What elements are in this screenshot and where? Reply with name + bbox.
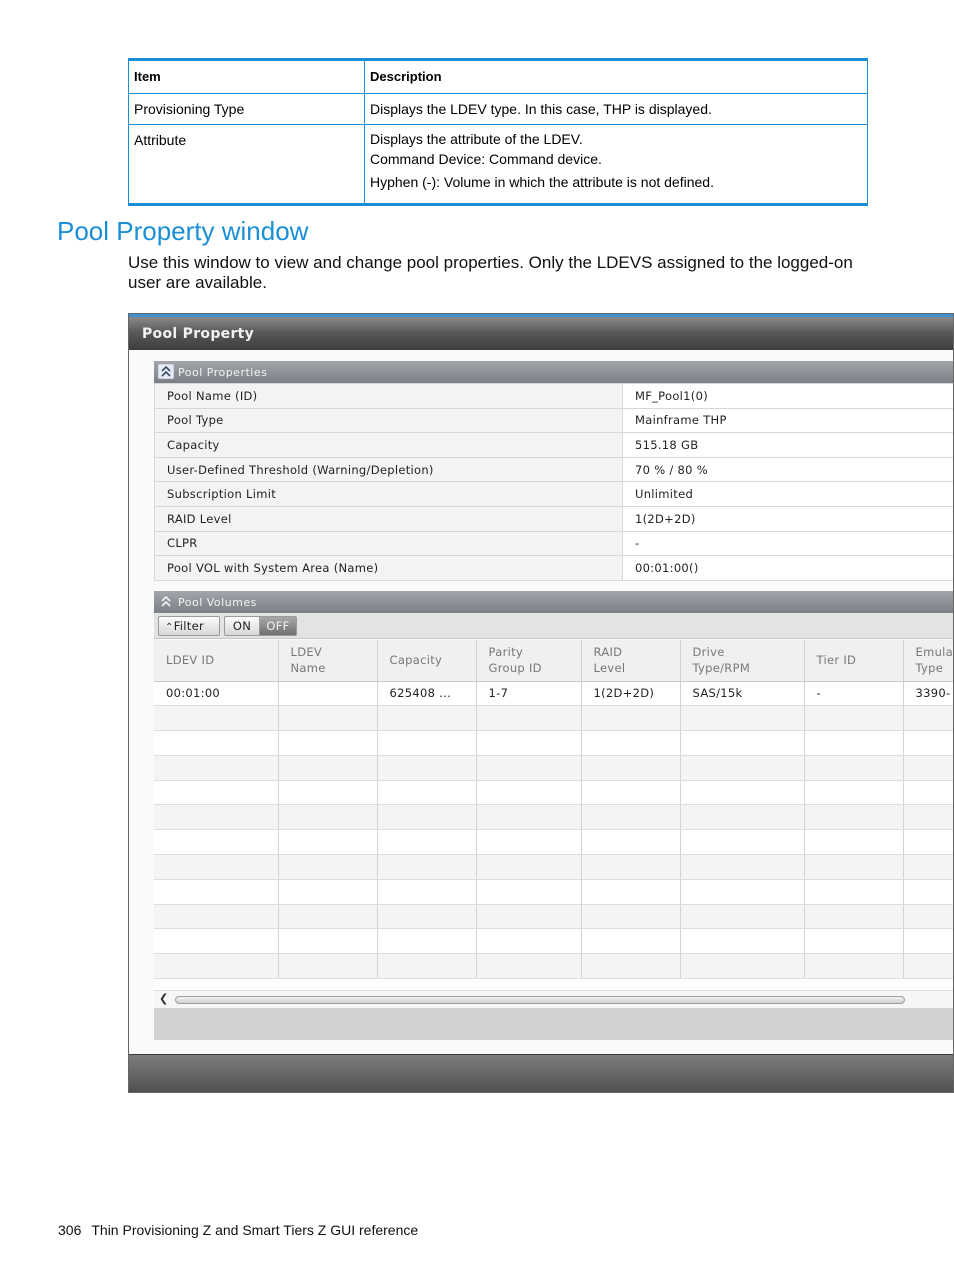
property-row [155, 408, 954, 433]
description-line: Command Device: Command device. [370, 151, 602, 167]
description-cell [365, 125, 868, 205]
table-row [154, 731, 954, 756]
grid-cell [680, 904, 804, 929]
grid-cell [154, 929, 278, 954]
table-row [154, 855, 954, 880]
grid-cell [903, 954, 954, 979]
property-row [155, 433, 954, 458]
grid-cell [278, 706, 377, 731]
grid-cell [581, 755, 680, 780]
grid-cell [476, 855, 581, 880]
column-header-label: Drive [692, 645, 725, 660]
grid-cell [903, 855, 954, 880]
grid-cell [680, 954, 804, 979]
property-value: 515.18 GB [623, 433, 954, 458]
grid-cell [278, 855, 377, 880]
column-header-label: Parity [488, 645, 524, 660]
grid-cell [377, 879, 476, 904]
footer-text: Thin Provisioning Z and Smart Tiers Z GUI reference [91, 1222, 419, 1238]
grid-cell [804, 879, 903, 904]
page-number: 306 [58, 1222, 82, 1238]
grid-cell [154, 755, 278, 780]
grid-cell [804, 706, 903, 731]
item-cell: Provisioning Type [129, 94, 365, 125]
grid-cell [680, 805, 804, 830]
grid-cell [804, 731, 903, 756]
grid-cell [154, 904, 278, 929]
property-value: Unlimited [623, 482, 954, 507]
table-row [154, 780, 954, 805]
grid-cell [476, 929, 581, 954]
table-header-row [129, 60, 868, 94]
table-row [154, 830, 954, 855]
grid-cell: 1-7 [476, 681, 581, 706]
grid-cell [278, 681, 377, 706]
grid-cell [278, 954, 377, 979]
column-header[interactable] [903, 640, 954, 681]
grid-cell [476, 954, 581, 979]
column-header-item: Item [129, 60, 365, 94]
scroll-left-icon[interactable]: ❮ [159, 992, 169, 1005]
grid-cell [680, 879, 804, 904]
grid-cell: - [804, 681, 903, 706]
collapse-icon[interactable] [158, 594, 174, 609]
grid-cell [278, 904, 377, 929]
grid-cell [581, 805, 680, 830]
grid-cell [377, 731, 476, 756]
column-header-label: Tier ID [816, 653, 857, 668]
grid-cell [581, 731, 680, 756]
grid-cell [154, 780, 278, 805]
property-value: - [623, 531, 954, 556]
property-label: RAID Level [155, 506, 623, 531]
grid-cell [377, 706, 476, 731]
grid-cell [154, 805, 278, 830]
grid-cell: 1(2D+2D) [581, 681, 680, 706]
grid-cell [581, 954, 680, 979]
grid-cell [377, 855, 476, 880]
grid-cell [903, 731, 954, 756]
window-title: Pool Property [129, 314, 953, 350]
pool-property-window [128, 313, 954, 1093]
property-row [155, 506, 954, 531]
table-row [154, 954, 954, 979]
property-row [155, 482, 954, 507]
grid-cell: 00:01:00 [154, 681, 278, 706]
property-label: Pool Type [155, 408, 623, 433]
grid-cell [278, 879, 377, 904]
property-row [155, 531, 954, 556]
property-row [155, 457, 954, 482]
grid-cell [804, 805, 903, 830]
grid-cell [804, 755, 903, 780]
grid-header-row [154, 640, 954, 681]
window-footer [129, 1054, 953, 1093]
filter-on-toggle[interactable]: ON [224, 616, 260, 636]
item-cell: Attribute [129, 125, 365, 205]
grid-cell [581, 780, 680, 805]
table-row [129, 94, 868, 125]
grid-cell [804, 929, 903, 954]
grid-cell [476, 830, 581, 855]
grid-cell [154, 706, 278, 731]
column-header-label: Group ID [488, 661, 542, 676]
property-label: Pool Name (ID) [155, 384, 623, 409]
grid-cell [377, 904, 476, 929]
grid-cell [680, 830, 804, 855]
grid-cell [278, 929, 377, 954]
table-row [154, 879, 954, 904]
grid-cell [804, 830, 903, 855]
grid-cell [680, 731, 804, 756]
property-row [155, 556, 954, 581]
description-cell: Displays the LDEV type. In this case, THP is displayed. [365, 94, 868, 125]
description-table [128, 58, 868, 206]
property-label: Subscription Limit [155, 482, 623, 507]
grid-cell [680, 755, 804, 780]
grid-cell [804, 780, 903, 805]
grid-cell [903, 706, 954, 731]
grid-cell [377, 954, 476, 979]
column-header-label: Level [593, 661, 626, 676]
grid-cell [581, 855, 680, 880]
intro-paragraph: Use this window to view and change pool properties. Only the LDEVS assigned to the logged-on user are available. [128, 253, 853, 292]
grid-cell [903, 780, 954, 805]
property-value: 1(2D+2D) [623, 506, 954, 531]
pool-volumes-header[interactable] [154, 591, 954, 613]
column-header-label: Capacity [389, 653, 443, 668]
collapse-icon: ⌃ [165, 622, 174, 633]
grid-cell [903, 830, 954, 855]
grid-cell [680, 855, 804, 880]
grid-cell [278, 805, 377, 830]
grid-cell [476, 755, 581, 780]
description-line: Hyphen (-): Volume in which the attribute is not defined. [370, 174, 714, 190]
grid-cell [476, 879, 581, 904]
table-row [129, 125, 868, 205]
pool-properties-header[interactable] [154, 361, 954, 383]
property-label: CLPR [155, 531, 623, 556]
grid-cell [154, 954, 278, 979]
grid-cell: 3390- [903, 681, 954, 706]
grid-cell [476, 706, 581, 731]
table-row [154, 904, 954, 929]
column-header-description: Description [365, 60, 868, 94]
grid-cell [903, 805, 954, 830]
grid-footer [154, 1008, 954, 1040]
grid-cell [476, 805, 581, 830]
property-value: MF_Pool1(0) [623, 384, 954, 409]
grid-cell [903, 755, 954, 780]
property-label: User-Defined Threshold (Warning/Depletion) [155, 457, 623, 482]
section-title: Pool Property window [57, 216, 309, 246]
property-row [155, 384, 954, 409]
column-header-label: LDEV [290, 645, 323, 660]
property-value: Mainframe THP [623, 408, 954, 433]
table-row[interactable] [154, 681, 954, 706]
column-header-label: Emula [915, 645, 953, 660]
column-header[interactable] [377, 640, 476, 681]
grid-cell [154, 855, 278, 880]
grid-cell [903, 904, 954, 929]
grid-cell: 625408 ... [377, 681, 476, 706]
grid-cell [680, 706, 804, 731]
grid-cell [154, 879, 278, 904]
grid-cell [804, 954, 903, 979]
pool-properties-table [154, 383, 954, 581]
table-row [154, 755, 954, 780]
column-header-label: LDEV ID [166, 653, 215, 668]
page-footer [58, 1222, 418, 1238]
grid-cell [804, 904, 903, 929]
column-header-label: RAID [593, 645, 623, 660]
grid-cell [581, 830, 680, 855]
grid-cell [377, 830, 476, 855]
column-header-label: Type/RPM [692, 661, 751, 676]
grid-cell [377, 929, 476, 954]
grid-cell [278, 755, 377, 780]
grid-cell [154, 731, 278, 756]
filter-label: Filter [173, 619, 204, 633]
filter-toolbar [154, 613, 954, 639]
grid-cell [581, 904, 680, 929]
scroll-thumb[interactable] [175, 996, 905, 1004]
grid-cell [680, 929, 804, 954]
column-header[interactable] [804, 640, 903, 681]
column-header[interactable] [680, 640, 804, 681]
property-label: Pool VOL with System Area (Name) [155, 556, 623, 581]
property-label: Capacity [155, 433, 623, 458]
description-line: Displays the attribute of the LDEV. [370, 131, 583, 147]
grid-cell [581, 879, 680, 904]
grid-cell: SAS/15k [680, 681, 804, 706]
filter-button[interactable] [158, 616, 220, 636]
panel-title: Pool Properties [178, 366, 268, 379]
grid-cell [476, 904, 581, 929]
filter-off-toggle[interactable]: OFF [259, 616, 297, 636]
table-row [154, 929, 954, 954]
grid-cell [476, 731, 581, 756]
table-row [154, 805, 954, 830]
grid-cell [278, 830, 377, 855]
column-header[interactable] [154, 640, 278, 681]
grid-cell [377, 805, 476, 830]
column-header[interactable] [278, 640, 377, 681]
grid-cell [581, 929, 680, 954]
grid-cell [476, 780, 581, 805]
horizontal-scrollbar[interactable] [154, 990, 954, 1008]
grid-cell [377, 755, 476, 780]
grid-cell [903, 879, 954, 904]
property-value: 00:01:00() [623, 556, 954, 581]
pool-volumes-grid [154, 640, 954, 990]
table-row [154, 706, 954, 731]
grid-cell [680, 780, 804, 805]
grid-cell [581, 706, 680, 731]
grid-cell [377, 780, 476, 805]
panel-title: Pool Volumes [178, 596, 257, 609]
column-header[interactable] [476, 640, 581, 681]
grid-cell [278, 731, 377, 756]
window-body [129, 350, 953, 1054]
grid-cell [278, 780, 377, 805]
column-header-label: Type [915, 661, 944, 676]
column-header-label: Name [290, 661, 326, 676]
column-header[interactable] [581, 640, 680, 681]
collapse-icon[interactable] [158, 364, 174, 379]
property-value: 70 % / 80 % [623, 457, 954, 482]
grid-cell [903, 929, 954, 954]
grid-cell [154, 830, 278, 855]
grid-cell [804, 855, 903, 880]
